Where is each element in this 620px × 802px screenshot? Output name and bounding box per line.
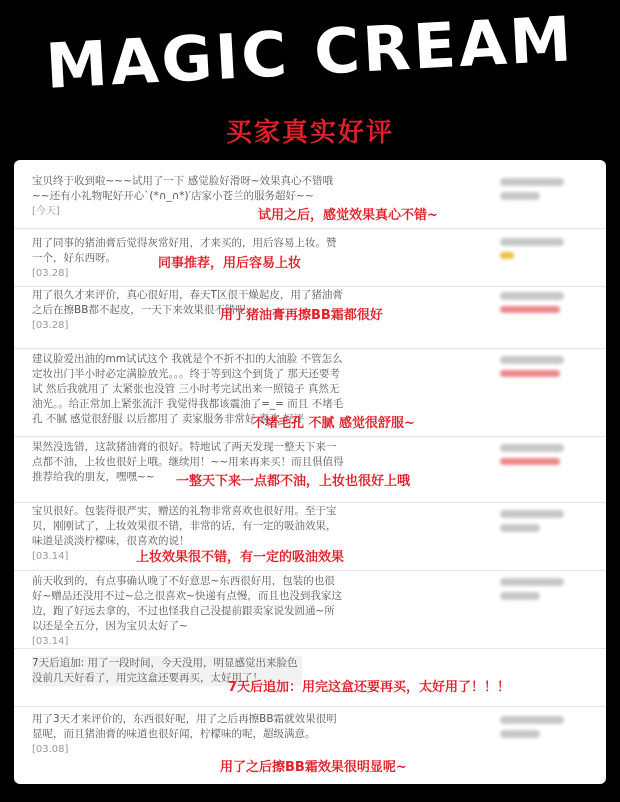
reviewer-info	[500, 356, 570, 377]
reviewer-info	[500, 444, 570, 465]
review-body: 果然没选错，这款猪油膏的很好。特地试了两天发现一整天下来一点都不油，上妆也很好上哦。继续用！~~用来再来买！而且俱值得推荐给我的朋友，嘿嘿~~	[32, 441, 344, 483]
review-body: 用了3天才来评价的，东西很好呢，用了之后再擦BB霜就效果很明显呢，而且猪油膏的味道也很好闻，柠檬味的呢，超级满意。	[32, 713, 337, 740]
review-date: [03.28]	[32, 268, 69, 279]
review-item	[14, 160, 606, 229]
review-date: [03.28]	[32, 320, 69, 331]
brand-subtitle: 买家真实好评	[225, 118, 394, 148]
review-body: 宝贝很好。包装得很严实，赠送的礼物非常喜欢也很好用。至于宝贝，刚刚试了，上妆效果很不错，非常的话，有一定的吸油效果，味道是淡淡柠檬味，很喜欢的说！	[32, 505, 337, 547]
review-body: 用了同事的猪油膏后觉得灰常好用，才来买的，用后容易上妆。赞一个，好东西呀。	[32, 237, 337, 264]
reviewer-info	[500, 292, 570, 313]
reviewer-name	[500, 178, 564, 186]
review-item	[14, 228, 606, 287]
review-text	[32, 712, 344, 757]
reviewer-badge	[500, 458, 560, 465]
reviewer-info	[500, 238, 570, 259]
review-item	[14, 648, 606, 707]
reviewer-name	[500, 238, 564, 246]
reviewer-level	[500, 730, 540, 738]
brand-title: MAGIC CREAM	[43, 2, 577, 103]
review-body: 用了很久才来评价，真心很好用，春天T区很干燥起皮，用了猪油膏之后在擦BB都不起皮，一天下来效果很不错呢、	[32, 289, 343, 316]
review-highlight: 用了猪油膏再擦BB霜都很好	[220, 308, 383, 323]
review-item	[14, 706, 606, 784]
review-body: 前天收到的，有点事确认晚了不好意思~东西很好用，包装的也很好~赠品还没用不过~总之很喜欢~快递有点慢，而且也没到我家这边，跑了好远去拿的，不过也怪我自己没提前跟卖家说发圆通~所以还是全五分，因为宝贝太好了~	[32, 575, 342, 632]
review-text	[32, 574, 344, 649]
reviewer-badge	[500, 306, 560, 313]
review-highlight: 同事推荐，用后容易上妆	[158, 256, 302, 271]
reviewer-badge	[500, 370, 560, 377]
reviewer-badge	[500, 252, 514, 259]
review-highlight: 用了之后擦BB霜效果很明显呢~	[220, 760, 407, 775]
review-body: 宝贝终于收到啦~~~试用了一下 感觉脸好滑呀~效果真心不错哦~~还有小礼物呢好开心`(*∩_∩*)′店家小苍兰的服务超好~~	[32, 175, 334, 202]
reviewer-info	[500, 178, 570, 206]
review-body: 建议脸爱出油的mm试试这个 我就是个不折不扣的大油脸 不管怎么定妆出门半小时必定满脸放光。。。终于等到这个到货了 那天还要考试 然后我就用了 太紧张也没管 三小时考完试出来一照镜子 真然无油光。。给正常加上紧张流汗 我觉得我都该震油了=_= 而且 不堵毛孔 不腻 感觉很舒服 以后都用了 卖家服务非常好 喜欢 好评	[32, 353, 344, 425]
footer-strip	[0, 784, 620, 802]
reviewer-info	[500, 716, 570, 744]
review-highlight: 不堵毛孔 不腻 感觉很舒服~	[252, 416, 415, 431]
review-highlight: 7天后追加：用完这盒还要再买，太好用了！！！	[228, 680, 511, 695]
reviewer-name	[500, 716, 564, 724]
reviewer-level	[500, 592, 540, 600]
reviewer-name	[500, 444, 564, 452]
reviewer-name	[500, 578, 564, 586]
review-date: [03.14]	[32, 636, 69, 647]
reviewer-info	[500, 578, 570, 606]
reviewer-name	[500, 510, 564, 518]
reviewer-name	[500, 292, 564, 300]
review-item	[14, 348, 606, 437]
review-item	[14, 436, 606, 503]
reviewer-name	[500, 356, 564, 364]
review-highlight: 试用之后，感觉效果真心不错~	[258, 208, 438, 223]
review-item	[14, 570, 606, 649]
review-panel	[14, 160, 606, 784]
review-item	[14, 286, 606, 349]
reviewer-level	[500, 192, 540, 200]
review-date: [03.14]	[32, 551, 69, 562]
review-date: [03.08]	[32, 744, 69, 755]
review-date: [今天]	[32, 206, 60, 217]
review-highlight: 一整天下来一点都不油，上妆也很好上哦	[176, 474, 411, 489]
review-body: 7天后追加: 用了一段时间，今天没用，明显感觉出来脸色没前几天好看了，用完这盒还要再买，太好用了！	[32, 657, 298, 684]
review-highlight: 上妆效果很不错，有一定的吸油效果	[136, 550, 345, 565]
reviewer-info	[500, 510, 570, 538]
review-item	[14, 502, 606, 571]
reviewer-level	[500, 524, 540, 532]
banner	[0, 0, 620, 160]
